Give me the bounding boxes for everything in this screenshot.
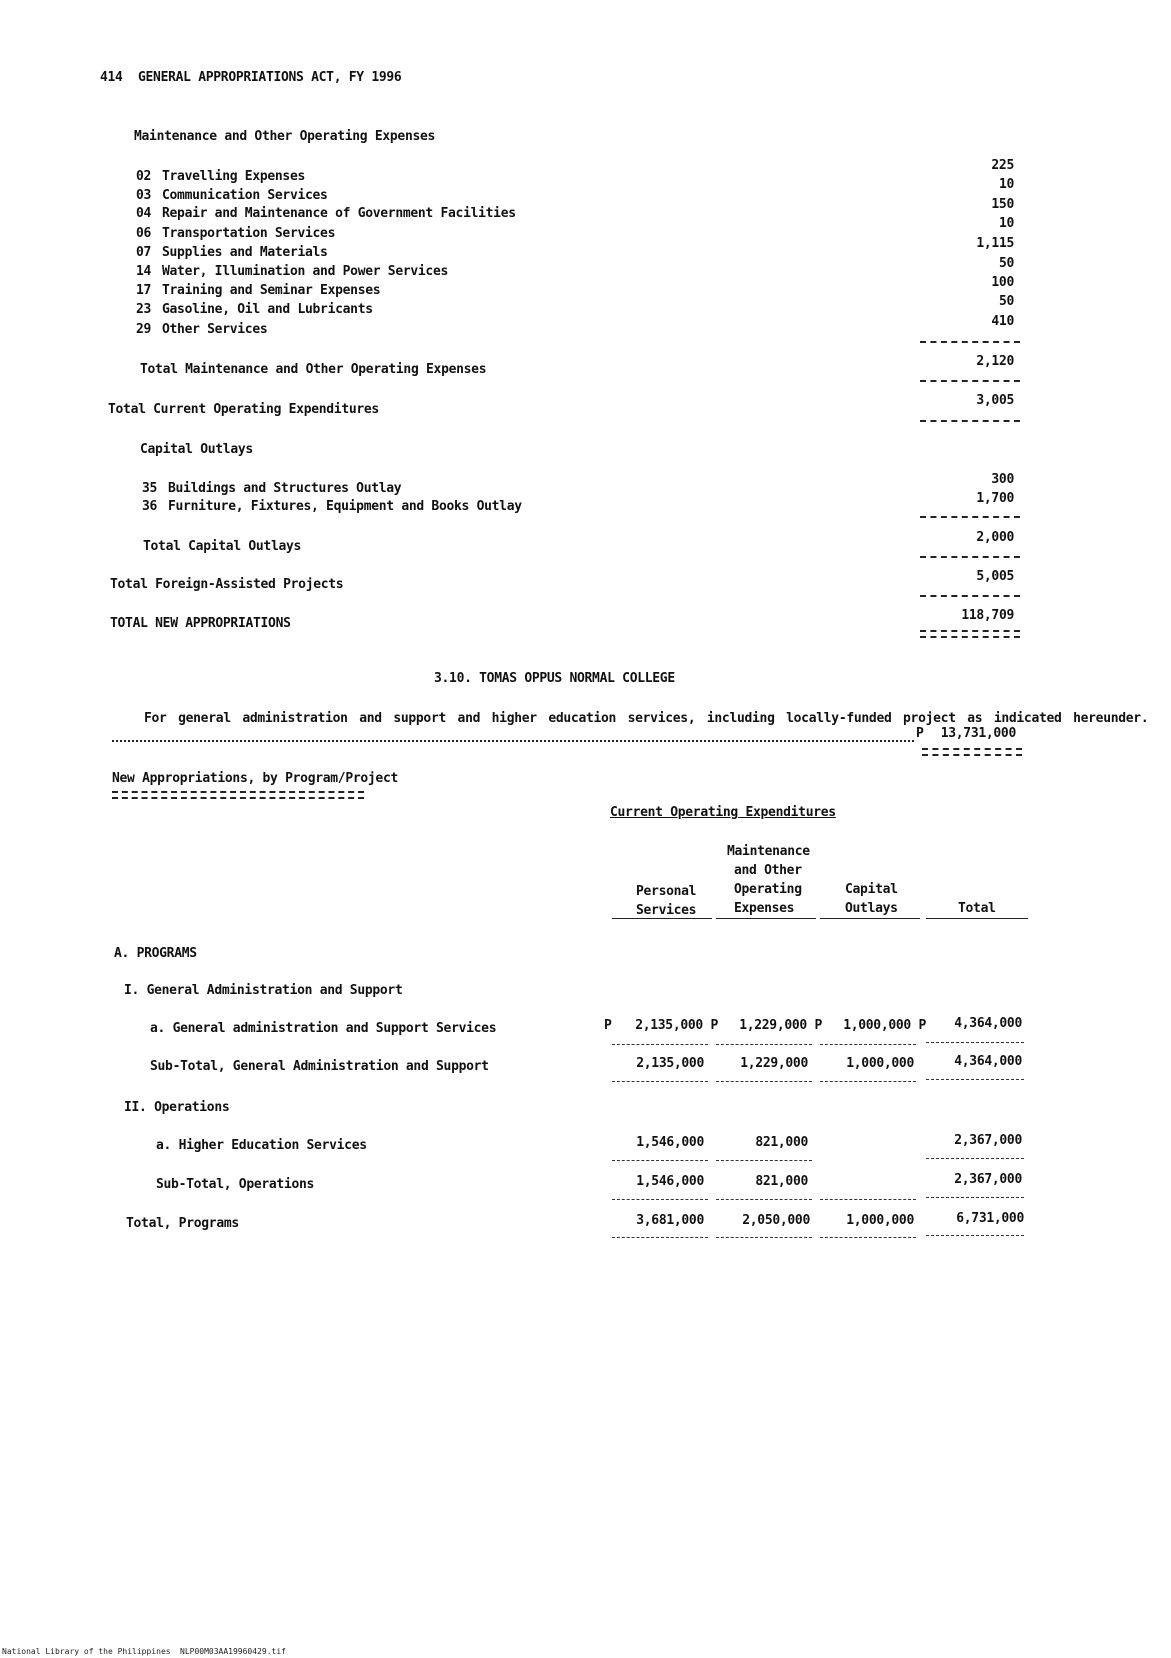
group2-item-label: a. Higher Education Services xyxy=(156,1138,367,1153)
header-underline xyxy=(612,918,712,919)
mooe-item-code: 02 xyxy=(136,169,152,184)
mooe-total-amount: 2,120 xyxy=(976,354,1014,369)
rule xyxy=(612,1237,708,1238)
group1-label: I. General Administration and Support xyxy=(124,983,403,998)
group1-item-ps: 2,135,000 P xyxy=(635,1018,718,1033)
col-mooe-line3: Operating xyxy=(734,882,802,897)
mooe-item-amount: 410 xyxy=(991,314,1014,329)
capital-heading: Capital Outlays xyxy=(140,442,253,457)
mooe-item-amount: 50 xyxy=(998,294,1014,309)
programs-label: A. PROGRAMS xyxy=(114,946,197,961)
col-mooe-line1: Maintenance xyxy=(727,844,810,859)
group1-item-mooe: 1,229,000 P xyxy=(739,1018,822,1033)
mooe-item-amount: 225 xyxy=(991,158,1014,173)
mooe-item-label: Repair and Maintenance of Government Facilities xyxy=(162,206,516,221)
mooe-item-amount: 50 xyxy=(998,256,1014,271)
group1-subtotal-total: 4,364,000 xyxy=(954,1054,1022,1069)
header-underline xyxy=(820,918,920,919)
rule xyxy=(926,1158,1024,1159)
mooe-item-label: Communication Services xyxy=(162,188,328,203)
mooe-item-amount: 150 xyxy=(991,197,1014,212)
rule xyxy=(820,1237,916,1238)
rule xyxy=(612,1199,708,1200)
group2-subtotal-total: 2,367,000 xyxy=(954,1172,1022,1187)
rule xyxy=(716,1160,812,1161)
capital-item-code: 36 xyxy=(142,499,158,514)
current-total-amount: 3,005 xyxy=(976,393,1014,408)
group1-subtotal-label: Sub-Total, General Administration and Support xyxy=(150,1059,489,1074)
page-header-title: GENERAL APPROPRIATIONS ACT, FY 1996 xyxy=(138,70,402,85)
group2-subtotal-ps: 1,546,000 xyxy=(636,1174,704,1189)
rule xyxy=(716,1237,812,1238)
mooe-item-label: Supplies and Materials xyxy=(162,245,328,260)
rule xyxy=(920,556,1020,558)
foreign-total-amount: 5,005 xyxy=(976,569,1014,584)
rule xyxy=(612,1044,708,1045)
header-underline xyxy=(716,918,816,919)
rule xyxy=(920,380,1020,382)
col-capital-line1: Capital xyxy=(845,882,898,897)
peso-sign: P xyxy=(604,1018,612,1033)
rule xyxy=(716,1199,812,1200)
mooe-item-amount: 10 xyxy=(998,177,1014,192)
mooe-item-label: Gasoline, Oil and Lubricants xyxy=(162,302,373,317)
foreign-total-label: Total Foreign-Assisted Projects xyxy=(110,577,344,592)
group1-item-label: a. General administration and Support Services xyxy=(150,1021,497,1036)
mooe-item-label: Travelling Expenses xyxy=(162,169,306,184)
mooe-item-code: 03 xyxy=(136,188,152,203)
programs-total-co: 1,000,000 xyxy=(846,1213,914,1228)
group1-subtotal-co: 1,000,000 xyxy=(846,1056,914,1071)
mooe-item-label: Other Services xyxy=(162,322,268,337)
group2-subtotal-label: Sub-Total, Operations xyxy=(156,1177,315,1192)
rule xyxy=(926,1235,1024,1236)
rule xyxy=(612,1081,708,1082)
capital-total-amount: 2,000 xyxy=(976,530,1014,545)
capital-item-label: Furniture, Fixtures, Equipment and Books Outlay xyxy=(168,499,522,514)
rule xyxy=(926,1079,1024,1080)
programs-total-total: 6,731,000 xyxy=(956,1211,1024,1226)
group1-subtotal-ps: 2,135,000 xyxy=(636,1056,704,1071)
col-personal-line2: Services xyxy=(636,903,697,918)
footer-library: National Library of the Philippines xyxy=(2,1647,171,1656)
group-header: Current Operating Expenditures xyxy=(610,805,836,820)
double-rule xyxy=(920,630,1020,638)
section-peso-sign: P xyxy=(916,726,924,741)
section-amount: 13,731,000 xyxy=(940,726,1016,741)
rule xyxy=(820,1081,916,1082)
capital-item-code: 35 xyxy=(142,481,158,496)
col-total: Total xyxy=(958,901,996,916)
rule xyxy=(920,341,1020,343)
rule xyxy=(612,1160,708,1161)
new-approp-total-amount: 118,709 xyxy=(961,608,1014,623)
mooe-item-code: 17 xyxy=(136,283,152,298)
mooe-item-label: Training and Seminar Expenses xyxy=(162,283,381,298)
group2-item-mooe: 821,000 xyxy=(755,1135,808,1150)
rule xyxy=(820,1199,916,1200)
rule xyxy=(920,595,1020,597)
rule xyxy=(716,1081,812,1082)
group1-subtotal-mooe: 1,229,000 xyxy=(740,1056,808,1071)
footer-filename: NLP00M03AA19960429.tif xyxy=(180,1647,286,1656)
section-purpose: For general administration and support and higher education services, including locally-funded project as indicated hereunder. xyxy=(144,711,1149,726)
rule xyxy=(820,1044,916,1045)
rule xyxy=(716,1044,812,1045)
rule xyxy=(926,1042,1024,1043)
programs-total-ps: 3,681,000 xyxy=(636,1213,704,1228)
current-total-label: Total Current Operating Expenditures xyxy=(108,402,379,417)
col-mooe-line4: Expenses xyxy=(734,901,795,916)
rule xyxy=(920,420,1020,422)
mooe-item-code: 23 xyxy=(136,302,152,317)
programs-total-mooe: 2,050,000 xyxy=(742,1213,810,1228)
mooe-item-code: 07 xyxy=(136,245,152,260)
capital-item-label: Buildings and Structures Outlay xyxy=(168,481,402,496)
group2-subtotal-mooe: 821,000 xyxy=(755,1174,808,1189)
capital-total-label: Total Capital Outlays xyxy=(143,539,302,554)
header-underline xyxy=(926,918,1028,919)
page-number: 414 xyxy=(100,70,123,85)
mooe-item-code: 04 xyxy=(136,206,152,221)
mooe-item-amount: 1,115 xyxy=(976,236,1014,251)
group1-item-total: 4,364,000 xyxy=(954,1016,1022,1031)
mooe-item-amount: 100 xyxy=(991,275,1014,290)
section-title: 3.10. TOMAS OPPUS NORMAL COLLEGE xyxy=(434,671,675,686)
col-personal-line1: Personal xyxy=(636,884,697,899)
mooe-item-label: Water, Illumination and Power Services xyxy=(162,264,449,279)
group2-label: II. Operations xyxy=(124,1100,230,1115)
double-rule xyxy=(112,791,364,799)
group2-item-ps: 1,546,000 xyxy=(636,1135,704,1150)
mooe-item-code: 14 xyxy=(136,264,152,279)
double-rule xyxy=(922,748,1022,756)
group2-item-total: 2,367,000 xyxy=(954,1133,1022,1148)
mooe-heading: Maintenance and Other Operating Expenses xyxy=(134,129,436,144)
programs-total-label: Total, Programs xyxy=(126,1216,239,1231)
mooe-item-amount: 10 xyxy=(998,216,1014,231)
mooe-item-code: 29 xyxy=(136,322,152,337)
col-capital-line2: Outlays xyxy=(845,901,898,916)
program-table-heading: New Appropriations, by Program/Project xyxy=(112,771,399,786)
group1-item-co: 1,000,000 P xyxy=(843,1018,926,1033)
leader-dots xyxy=(112,740,914,742)
mooe-item-label: Transportation Services xyxy=(162,226,336,241)
mooe-item-code: 06 xyxy=(136,226,152,241)
capital-item-amount: 300 xyxy=(991,472,1014,487)
rule xyxy=(926,1197,1024,1198)
rule xyxy=(920,516,1020,518)
capital-item-amount: 1,700 xyxy=(976,491,1014,506)
mooe-total-label: Total Maintenance and Other Operating Expenses xyxy=(140,362,487,377)
new-approp-total-label: TOTAL NEW APPROPRIATIONS xyxy=(110,616,291,631)
col-mooe-line2: and Other xyxy=(734,863,802,878)
